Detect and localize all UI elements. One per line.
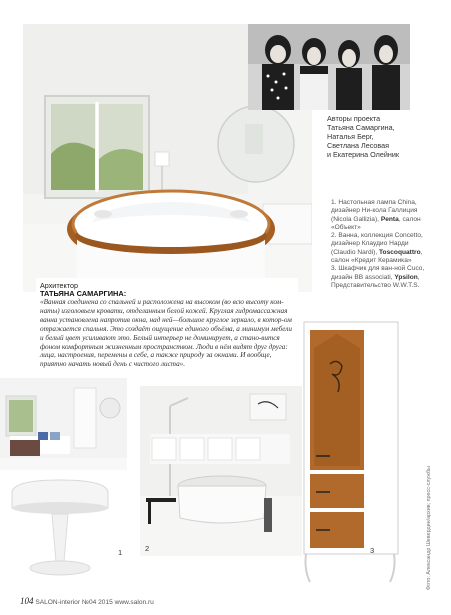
architect-role: Архитектор — [40, 281, 78, 290]
authors-caption-line: Татьяна Самаргина, — [327, 123, 395, 132]
credit-brand: Toscoquattro — [379, 248, 421, 256]
cabinet-photo — [302, 320, 406, 588]
credit-number: 2. — [331, 232, 337, 240]
freestanding-bath-illustration — [140, 386, 303, 556]
authors-group-illustration — [248, 24, 410, 110]
credit-text-after: , салон «Кредит Керамика» — [331, 248, 423, 265]
page-footer — [20, 596, 154, 606]
photo-credit-text: Фото: Александр Шевердин/архив; пресс-службы — [426, 466, 432, 590]
bedroom-illustration — [0, 378, 127, 470]
credit-number: 1. — [331, 199, 337, 206]
authors-caption-line: Авторы проекта — [327, 114, 381, 123]
bathroom-cabinet-illustration — [302, 320, 406, 588]
photo-number-cabinet: 3 — [370, 546, 375, 555]
bedroom-photo — [0, 378, 127, 470]
credit-item — [331, 265, 427, 290]
credit-number: 3. — [331, 265, 337, 273]
architect-quote: «Ванная соединена со спальней и расположена на высоком (во всю высоту ком-наты) изголовьем кровати, отделанным белой кожей. Круглая гидромассажная ванна установлена напротив окна, над ней—большое круглое зеркало, в котор-ом отражается спальня. Это создаёт ощущение единого объёма, а минимум мебели и белый цвет усиливают это. Белый интерьер не доминирует, а стано-вится фоном комфортным жизненным пространством. Люди в нём видят друг друга: лица, настроения, перемены в себе, а также природу за окнами. И вообще, приятно начать новый день с чистого листа». — [40, 298, 292, 369]
bathtub-photo — [140, 386, 303, 556]
credit-brand: Penta — [380, 215, 399, 223]
credit-brand: Ypsilon — [394, 273, 418, 281]
credit-text-after: , Представительство W.W.T.S. — [331, 273, 420, 289]
authors-caption-line: Наталья Берг, — [327, 132, 374, 141]
photo-credit — [426, 400, 434, 590]
product-credits-list — [331, 199, 427, 290]
credit-item — [331, 232, 427, 265]
authors-caption-line: Светлана Лесовая — [327, 141, 389, 150]
credit-text: Настольная лампа China, дизайнер Ни-кола Галлиция (Nicola Gallizia), — [331, 199, 418, 223]
credit-text: Ванна, коллекция Concetto, дизайнер Клаудио Нарди (Claudio Nardi), — [331, 232, 423, 256]
lamp-photo — [0, 470, 130, 590]
credit-item — [331, 199, 427, 232]
photo-number-lamp: 1 — [118, 548, 123, 557]
authors-caption-line: и Екатерина Олейник — [327, 150, 399, 159]
website-link[interactable]: www.salon.ru — [114, 599, 154, 606]
architect-name: ТАТЬЯНА САМАРГИНА: — [40, 289, 127, 298]
authors-caption — [327, 114, 437, 159]
authors-photo — [248, 24, 410, 110]
credit-text: Шкафчик для ван-ной Cuco, дизайн BB associati, — [331, 265, 425, 281]
credit-text-after: , салон «Объект» — [331, 215, 421, 231]
magazine-issue: SALON-interior №04 2015 — [35, 599, 113, 606]
photo-number-bath: 2 — [145, 544, 150, 553]
table-lamp-illustration — [0, 470, 130, 590]
page-number: 104 — [20, 596, 34, 606]
